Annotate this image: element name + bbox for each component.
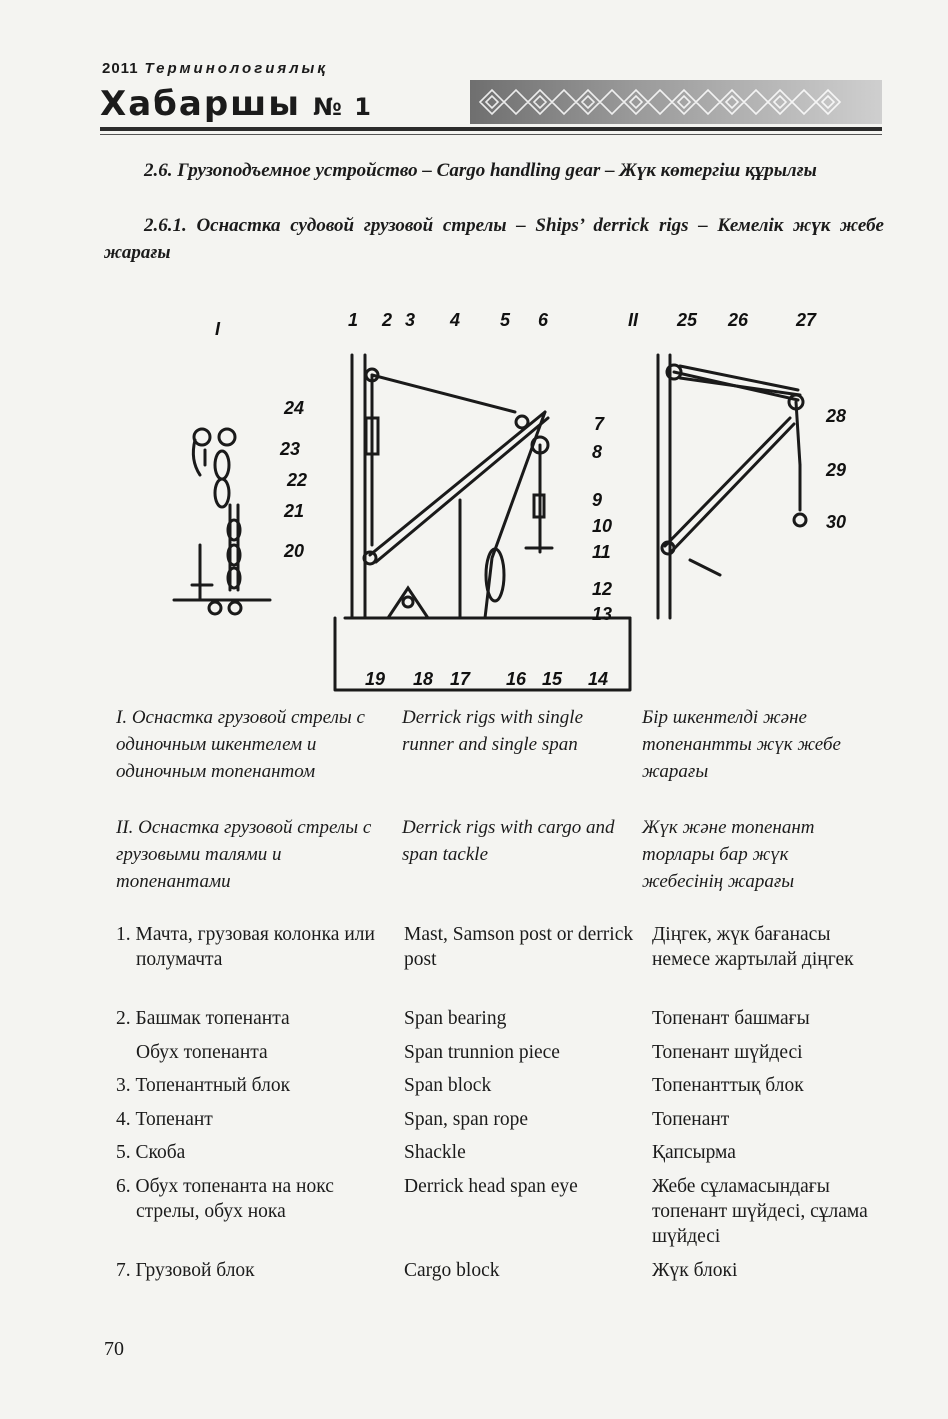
term-kz: Топенант башмағы xyxy=(652,1008,810,1029)
callout-3: 3 xyxy=(405,310,416,330)
term-en: Shackle xyxy=(404,1142,466,1163)
issue-number: № 1 xyxy=(313,93,373,121)
header-rule-thin xyxy=(100,134,882,135)
callout-28: 28 xyxy=(826,406,847,426)
page-number: 70 xyxy=(104,1338,124,1360)
callout-26: 26 xyxy=(728,310,749,330)
term-en: Mast, Samson post or derrick post xyxy=(404,924,634,970)
callout-29: 29 xyxy=(826,460,847,480)
callout-11: 11 xyxy=(592,542,611,562)
term-ru: 6. Обух топенанта на нокс стрелы, обух нока xyxy=(116,1176,334,1222)
term-kz: Діңгек, жүк бағанасы немесе жартылай діңгек xyxy=(652,924,854,970)
caption-1-kz: Бір шкентелді және топенантты жүк жебе жарағы xyxy=(642,707,841,782)
term-kz: Топенант шүйдесі xyxy=(652,1042,803,1063)
term-kz: Қапсырма xyxy=(652,1142,736,1163)
callout-21: 21 xyxy=(284,501,305,521)
callout-25: 25 xyxy=(677,310,698,330)
callout-1: 1 xyxy=(348,310,359,330)
term-ru: Обух топенанта xyxy=(136,1042,268,1063)
journal-year xyxy=(102,60,328,77)
callout-10: 10 xyxy=(592,516,613,536)
caption-1-en: Derrick rigs with single runner and single span xyxy=(402,707,584,755)
callout-2: 2 xyxy=(382,310,393,330)
callout-5: 5 xyxy=(500,310,511,330)
term-ru: 4. Топенант xyxy=(116,1109,213,1130)
callout-30: 30 xyxy=(826,512,847,532)
callout-8: 8 xyxy=(592,442,603,462)
caption-1-ru: I. Оснастка грузовой стрелы с одиночным шкентелем и одиночным топенантом xyxy=(116,707,365,782)
term-en: Span, span rope xyxy=(404,1109,529,1130)
term-ru: 5. Скоба xyxy=(116,1142,186,1163)
callout-15: 15 xyxy=(542,669,563,689)
header-rule xyxy=(100,127,882,131)
callout-13: 13 xyxy=(592,604,613,624)
callout-19: 19 xyxy=(365,669,386,689)
callout-16: 16 xyxy=(506,669,527,689)
term-en: Derrick head span eye xyxy=(404,1176,578,1197)
callout-23: 23 xyxy=(280,439,301,459)
term-en: Span block xyxy=(404,1075,492,1096)
callout-6: 6 xyxy=(538,310,549,330)
term-ru: 7. Грузовой блок xyxy=(116,1260,255,1281)
title-text: Хабаршы xyxy=(100,84,302,124)
term-kz: Жүк блокі xyxy=(652,1260,738,1281)
part-label-II: II xyxy=(628,310,639,330)
term-kz: Топенант xyxy=(652,1109,730,1130)
term-ru: 2. Башмак топенанта xyxy=(116,1008,290,1029)
callout-18: 18 xyxy=(413,669,434,689)
caption-2-ru: II. Оснастка грузовой стрелы с грузовыми талями и топенантами xyxy=(116,817,372,892)
callout-9: 9 xyxy=(592,490,603,510)
callout-27: 27 xyxy=(796,310,817,330)
section-heading-2-6-1 xyxy=(104,212,884,266)
section-heading-text: 2.6. Грузоподъемное устройство – Cargo handling gear – Жүк көтергіш құрылғы xyxy=(144,160,817,181)
ornament-band xyxy=(470,80,882,124)
callout-12: 12 xyxy=(592,579,613,599)
term-en: Span bearing xyxy=(404,1008,507,1029)
journal-name: Терминологиялық xyxy=(144,60,328,77)
term-ru: 3. Топенантный блок xyxy=(116,1075,291,1096)
year-text: 2011 xyxy=(102,60,139,77)
callout-4: 4 xyxy=(450,310,461,330)
caption-2-en: Derrick rigs with cargo and span tackle xyxy=(402,817,615,865)
callout-14: 14 xyxy=(588,669,609,689)
section-heading-2-6 xyxy=(104,157,884,184)
ornament-pattern-icon xyxy=(470,80,882,124)
term-ru: 1. Мачта, грузовая колонка или полумачта xyxy=(116,924,375,970)
section-heading-text: 2.6.1. Оснастка судовой грузовой стрелы – Ships’ derrick rigs – Кемелік жүк жебе жарағы xyxy=(104,215,884,263)
callout-20: 20 xyxy=(284,541,305,561)
part-label-I: I xyxy=(215,319,221,339)
term-kz: Топенанттық блок xyxy=(652,1075,804,1096)
callout-22: 22 xyxy=(287,470,308,490)
term-en: Cargo block xyxy=(404,1260,500,1281)
term-en: Span trunnion piece xyxy=(404,1042,560,1063)
callout-7: 7 xyxy=(594,414,605,434)
caption-2-kz: Жүк және топенант торлары бар жүк жебесінің жарағы xyxy=(642,817,815,892)
derrick-rig-illustration xyxy=(160,300,860,700)
derrick-rig-diagram xyxy=(160,300,860,700)
callout-24: 24 xyxy=(284,398,305,418)
journal-title xyxy=(100,84,373,124)
term-kz: Жебе сұламасындағы топенант шүйдесі, сұлама шүйдесі xyxy=(652,1176,868,1247)
callout-17: 17 xyxy=(450,669,471,689)
